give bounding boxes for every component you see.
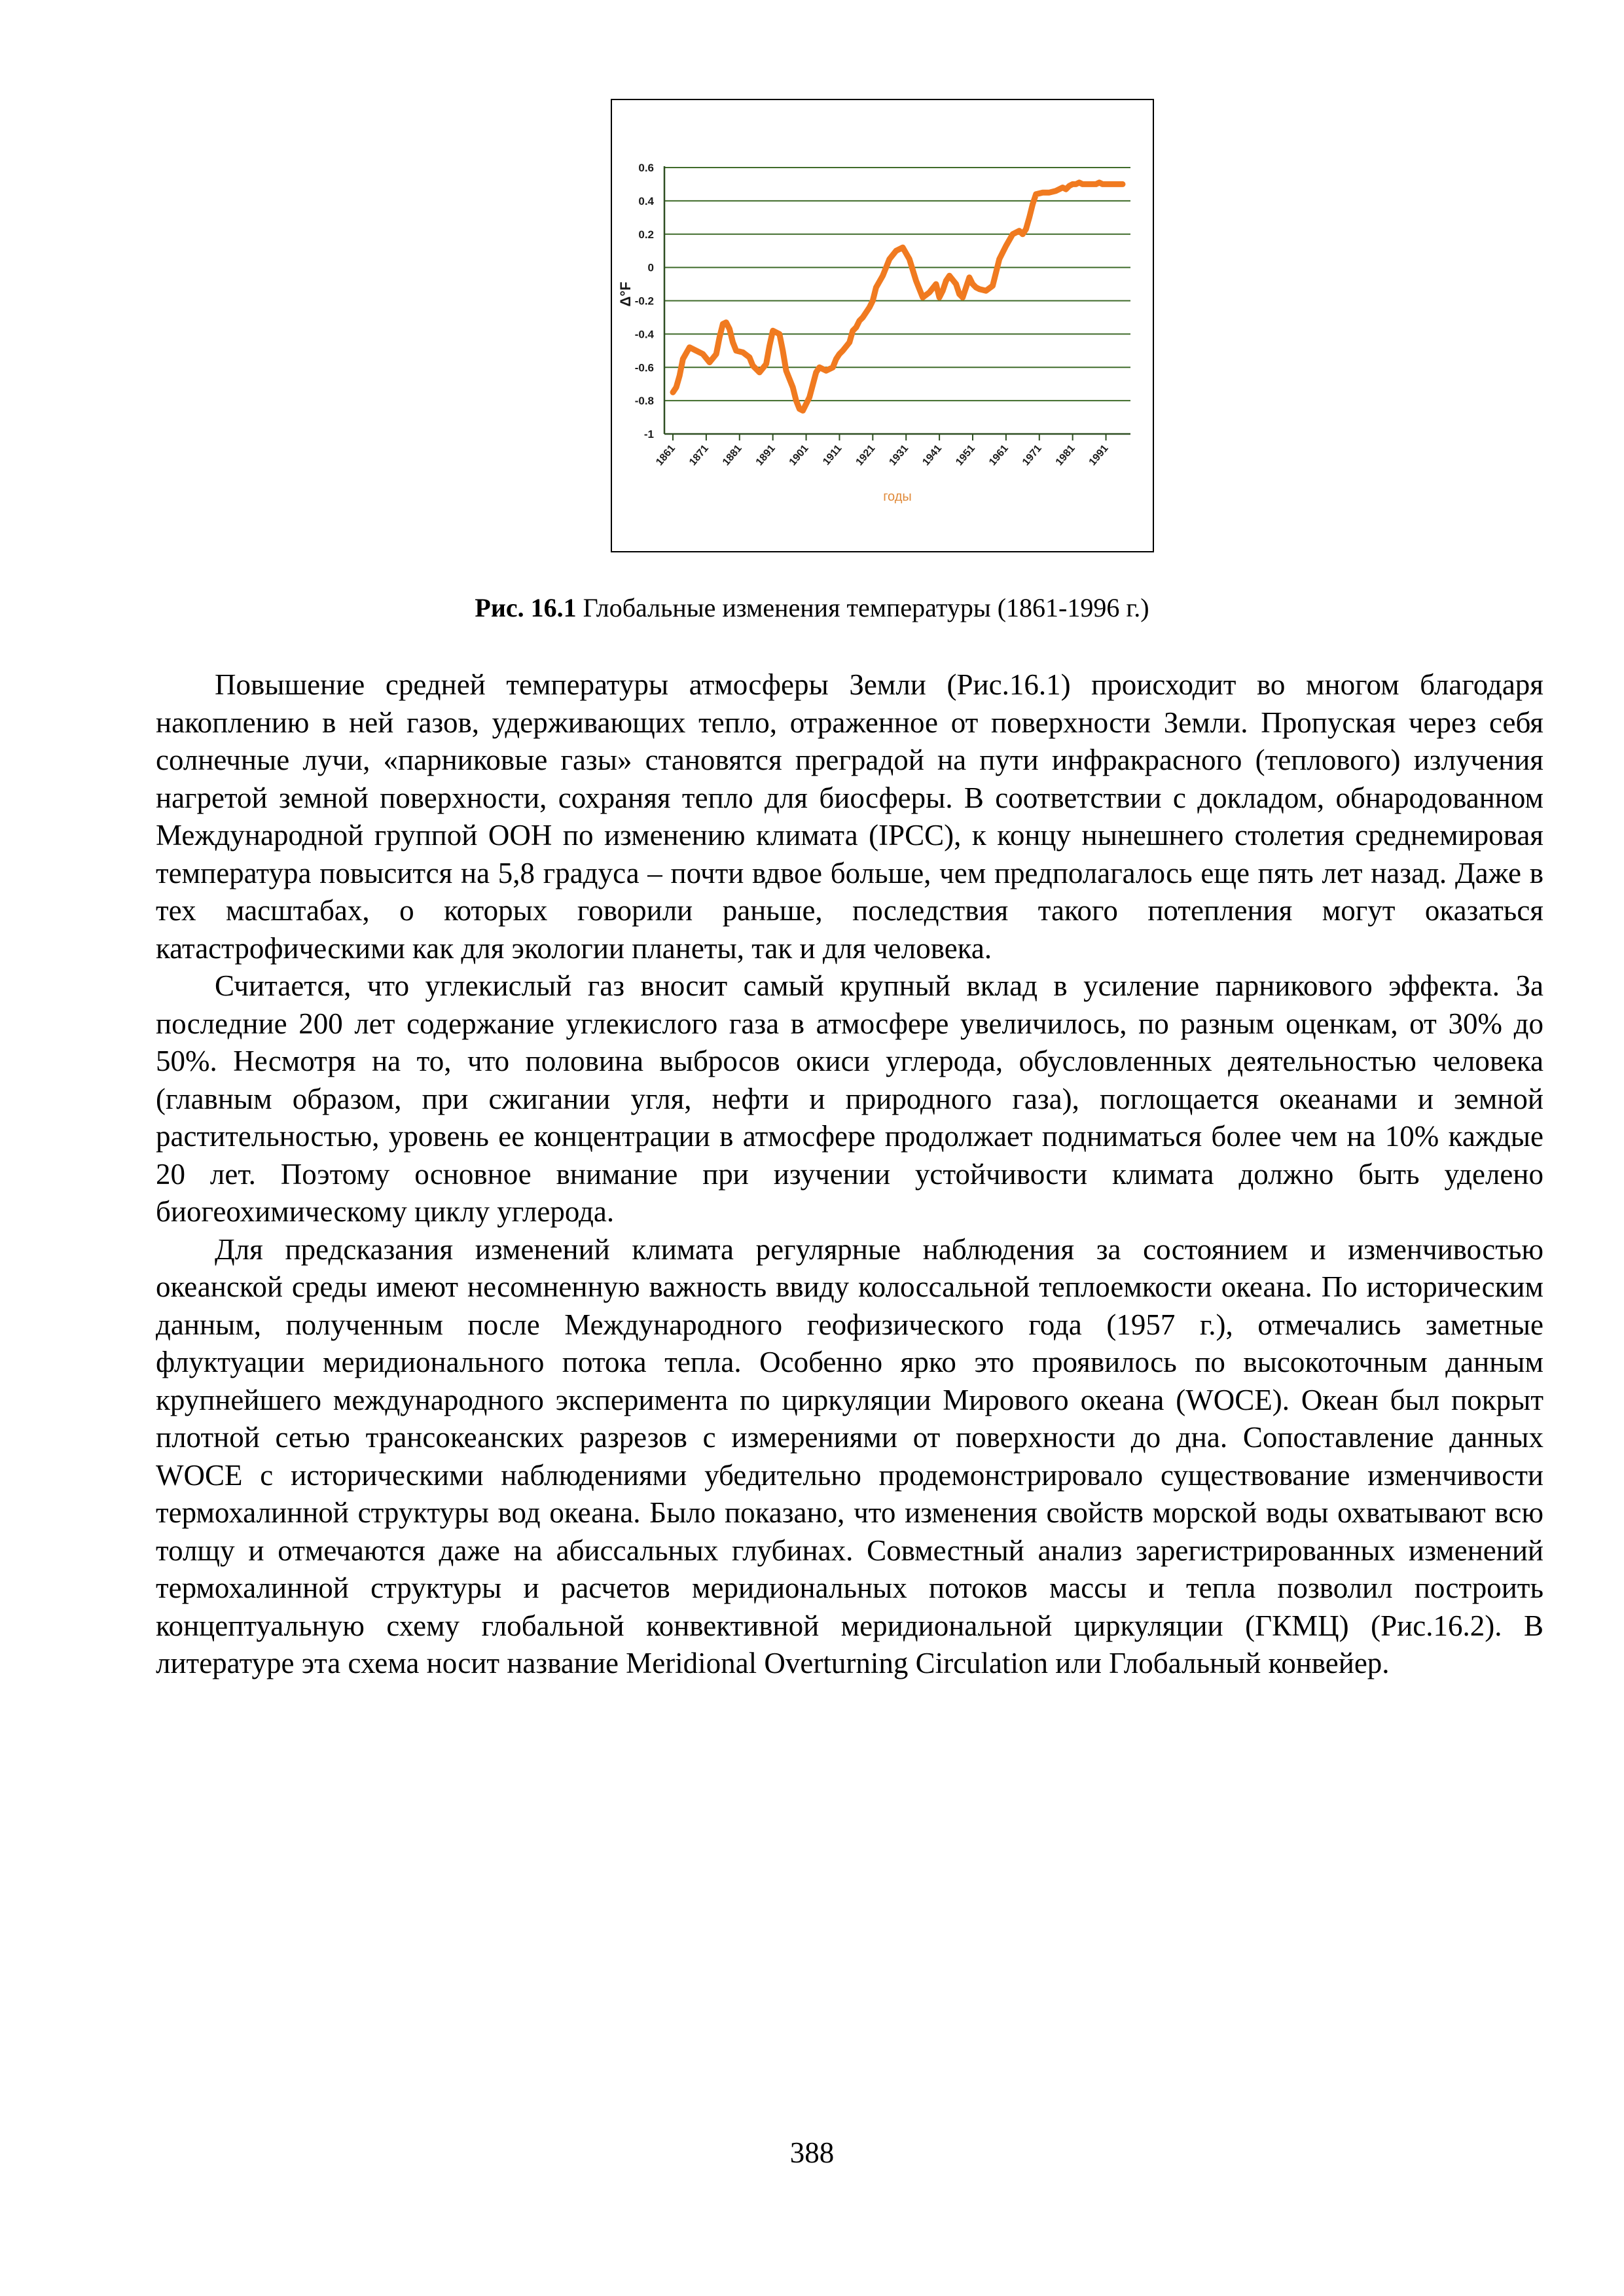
x-tick-label: 1911	[821, 442, 844, 468]
y-tick-label: 0.2	[638, 228, 654, 241]
y-tick-label: -0.4	[634, 328, 654, 341]
x-tick-label: 1951	[954, 442, 978, 468]
x-tick-label: 1861	[654, 442, 678, 468]
caption-text: Глобальные изменения температуры (1861-1996 г.)	[583, 593, 1149, 622]
y-tick-label: 0.6	[638, 162, 654, 174]
y-axis-label: Δ°F	[617, 281, 634, 307]
x-tick-label: 1981	[1053, 442, 1077, 468]
x-axis-label: годы	[883, 490, 912, 504]
y-tick-label: -0.8	[634, 395, 654, 408]
x-tick-label: 1931	[887, 442, 911, 468]
page-number: 388	[789, 2136, 835, 2169]
y-tick-label: -0.2	[634, 295, 654, 308]
caption-label: Рис. 16.1	[475, 593, 577, 622]
body-text	[156, 666, 1543, 1683]
paragraph: Для предсказания изменений климата регулярные наблюдения за состоянием и изменчивостью океанской среды имеют несомненную важность ввиду колоссальной теплоемкости океана. По историческим данным, полученным после Международного геофизического года (1957 г.), отмечались заметные флуктуации меридионального потока тепла. Особенно ярко это проявилось по высокоточным данным крупнейшего международного эксперимента по циркуляции Мирового океана (WOCE). Океан был покрыт плотной сетью трансокеанских разрезов с измерениями от поверхности до дна. Сопоставление данных WOCE с историческими наблюдениями убедительно продемонстрировало существование изменчивости термохалинной структуры вод океана. Было показано, что изменения свойств морской воды охватывают всю толщу и отмечаются даже на абиссальных глубинах. Совместный анализ зарегистрированных изменений термохалинной структуры и расчетов меридиональных потоков массы и тепла позволил построить концептуальную схему глобальной конвективной меридиональной циркуляции (ГКМЦ) (Рис.16.2). В литературе эта схема носит название Meridional Overturning Circulation или Глобальный конвейер.	[156, 1232, 1543, 1679]
y-tick-label: 0.4	[638, 194, 654, 207]
x-tick-label: 1881	[720, 442, 744, 468]
temperature-chart	[612, 100, 1153, 551]
x-tick-label: 1921	[854, 442, 878, 468]
y-tick-label: -0.6	[634, 361, 654, 374]
x-tick-label: 1941	[920, 442, 945, 468]
x-tick-label: 1901	[787, 442, 811, 468]
y-tick-label: 0	[647, 261, 654, 274]
x-tick-label: 1871	[687, 442, 711, 468]
figure-frame	[611, 99, 1154, 552]
paragraph: Считается, что углекислый газ вносит самый крупный вклад в усиление парникового эффекта. За последние 200 лет содержание углекислого газа в атмосфере увеличилось, по разным оценкам, от 30% до 50%. Несмотря на то, что половина выбросов окиси углерода, обусловленных деятельностью человека (главным образом, при сжигании угля, нефти и природного газа), поглощается океанами и земной растительностью, уровень ее концентрации в атмосфере продолжает подниматься более чем на 10% каждые 20 лет. Поэтому основное внимание при изучении устойчивости климата должно быть уделено биогеохимическому циклу углерода.	[156, 969, 1543, 1228]
series-line	[673, 183, 1123, 411]
x-tick-label: 1971	[1020, 442, 1044, 468]
figure-caption	[0, 592, 1624, 624]
y-tick-label: -1	[643, 428, 654, 440]
paragraph: Повышение средней температуры атмосферы Земли (Рис.16.1) происходит во многом благодаря накоплению в ней газов, удерживающих тепло, отраженное от поверхности Земли. Пропуская через себя солнечные лучи, «парниковые газы» становятся преградой на пути инфракрасного (теплового) излучения нагретой земной поверхности, сохраняя тепло для биосферы. В соответствии с докладом, обнародованном Международной группой ООН по изменению климата (IPCC), к концу нынешнего столетия среднемировая температура повысится на 5,8 градуса – почти вдвое больше, чем предполагалось еще пять лет назад. Даже в тех масштабах, о которых говорили раньше, последствия такого потепления могут оказаться катастрофическими как для экологии планеты, так и для человека.	[156, 668, 1543, 965]
x-tick-label: 1891	[753, 442, 778, 468]
x-tick-label: 1961	[987, 442, 1011, 468]
x-tick-label: 1991	[1087, 442, 1111, 468]
